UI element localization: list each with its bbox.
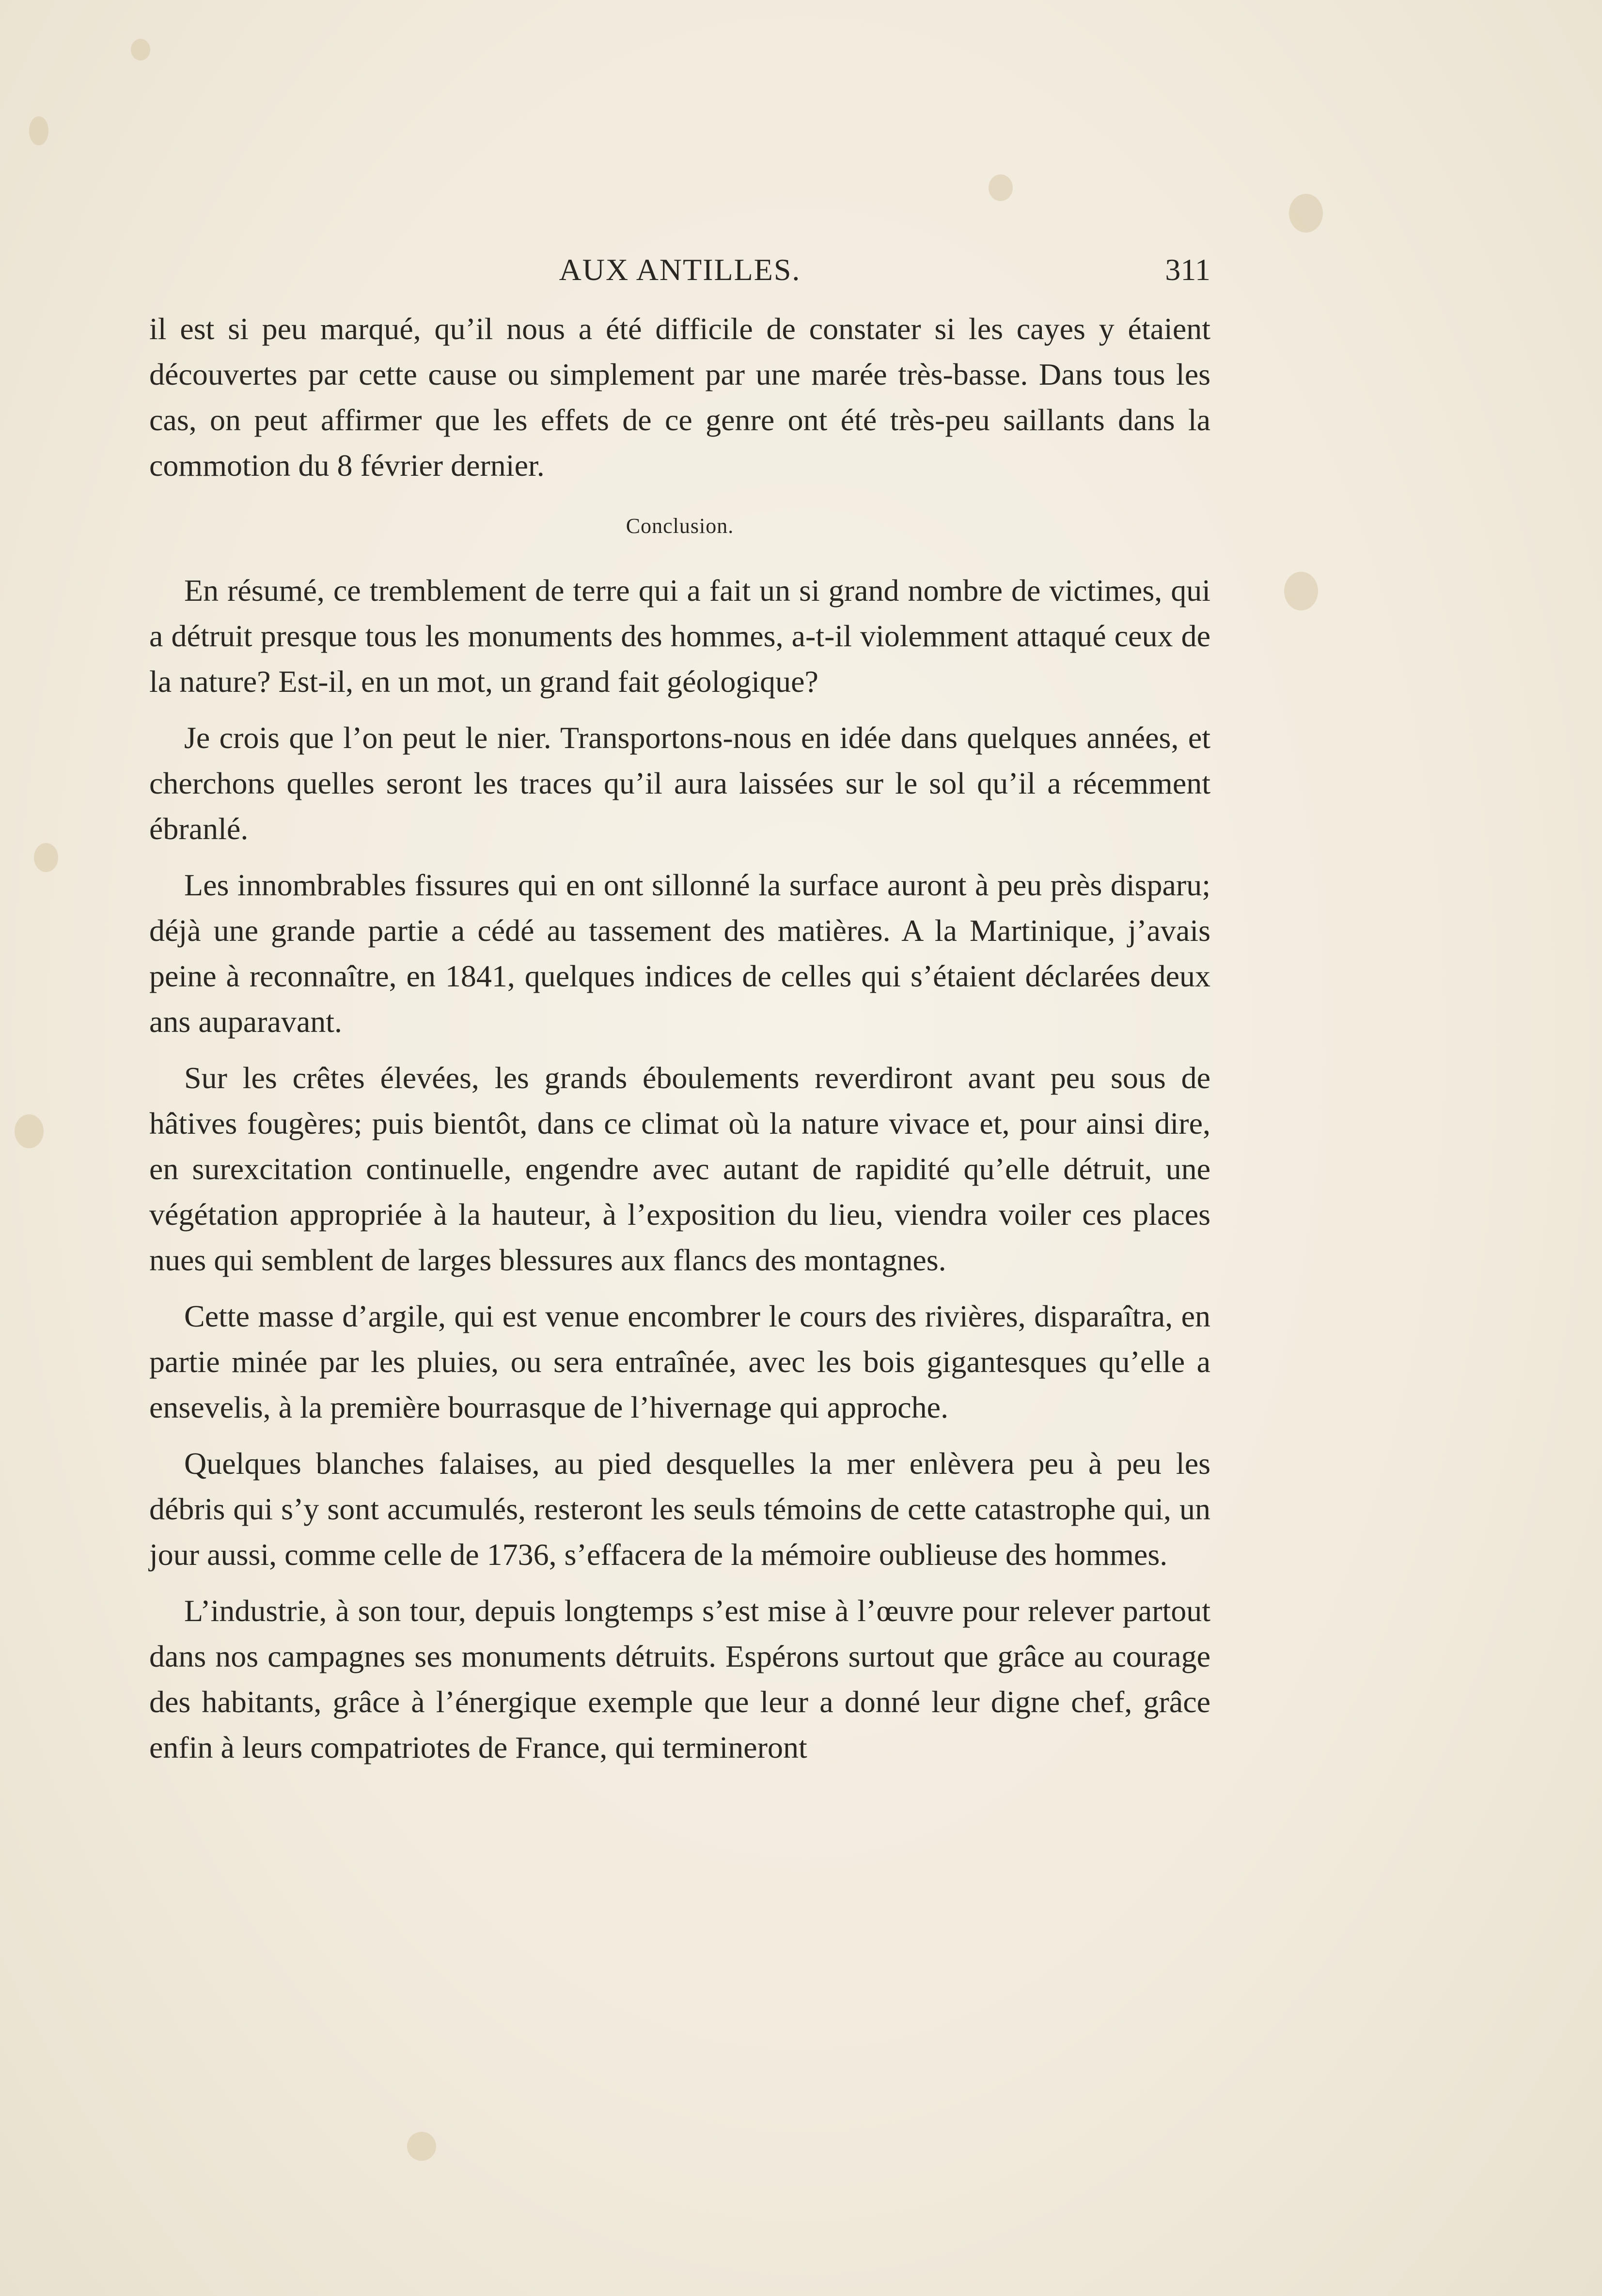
- paragraph: Quelques blanches falaises, au pied desquelles la mer enlèvera peu à peu les débris qui s’y sont accumulés, resteront les seuls témoins de cette catastrophe qui, un jour aussi, comme celle de 1736, s’effacera de la mémoire oublieuse des hommes.: [149, 1446, 1210, 1572]
- paper-foxing-spot: [29, 116, 48, 145]
- paragraph: En résumé, ce tremblement de terre qui a fait un si grand nombre de victimes, qui a détruit presque tous les monuments des hommes, a-t-il violemment attaqué ceux de la nature? Est-il, en un mot, un grand fait géologique?: [149, 573, 1210, 699]
- running-title: AUX ANTILLES.: [559, 252, 801, 287]
- paper-foxing-spot: [1289, 194, 1323, 233]
- paper-foxing-spot: [1284, 572, 1318, 610]
- page-number: 311: [1165, 252, 1210, 287]
- paper-foxing-spot: [407, 2132, 436, 2161]
- paragraph: Sur les crêtes élevées, les grands éboulements reverdiront avant peu sous de hâtives fougères; puis bientôt, dans ce climat où la nature vivace et, pour ainsi dire, en surexcitation continuelle, engendre avec autant de rapidité qu’elle détruit, une végétation appropriée à la hauteur, à l’exposition du lieu, viendra voiler ces places nues qui semblent de larges blessures aux flancs des montagnes.: [149, 1061, 1210, 1277]
- paper-foxing-spot: [34, 843, 58, 872]
- section-heading: Conclusion.: [626, 514, 734, 538]
- paper-foxing-spot: [989, 174, 1013, 201]
- paragraph: Cette masse d’argile, qui est venue encombrer le cours des rivières, disparaîtra, en partie minée par les pluies, ou sera entraînée, avec les bois gigantesques qu’elle a ensevelis, à la première bourrasque de l’hivernage qui approche.: [149, 1299, 1210, 1424]
- paper-foxing-spot: [131, 39, 150, 61]
- body-text: [149, 306, 1210, 1770]
- opening-paragraph: il est si peu marqué, qu’il nous a été difficile de constater si les cayes y étaient découvertes par cette cause ou simplement par une marée très-basse. Dans tous les cas, on peut affirmer que les effets de ce genre ont été très-peu saillants dans la commotion du 8 février dernier.: [149, 312, 1210, 483]
- paragraph: Je crois que l’on peut le nier. Transportons-nous en idée dans quelques années, et cherchons quelles seront les traces qu’il aura laissées sur le sol qu’il a récemment ébranlé.: [149, 720, 1210, 846]
- paragraph: Les innombrables fissures qui en ont sillonné la surface auront à peu près disparu; déjà une grande partie a cédé au tassement des matières. A la Martinique, j’avais peine à reconnaître, en 1841, quelques indices de celles qui s’étaient déclarées deux ans auparavant.: [149, 868, 1210, 1039]
- paper-foxing-spot: [15, 1114, 44, 1148]
- page-header: [149, 242, 1210, 300]
- paragraph: L’industrie, à son tour, depuis longtemps s’est mise à l’œuvre pour relever partout dans nos campagnes ses monuments détruits. Espérons surtout que grâce au courage des habitants, grâce à l’énergique exemple que leur a donné leur digne chef, grâce enfin à leurs compatriotes de France, qui termineront: [149, 1593, 1210, 1765]
